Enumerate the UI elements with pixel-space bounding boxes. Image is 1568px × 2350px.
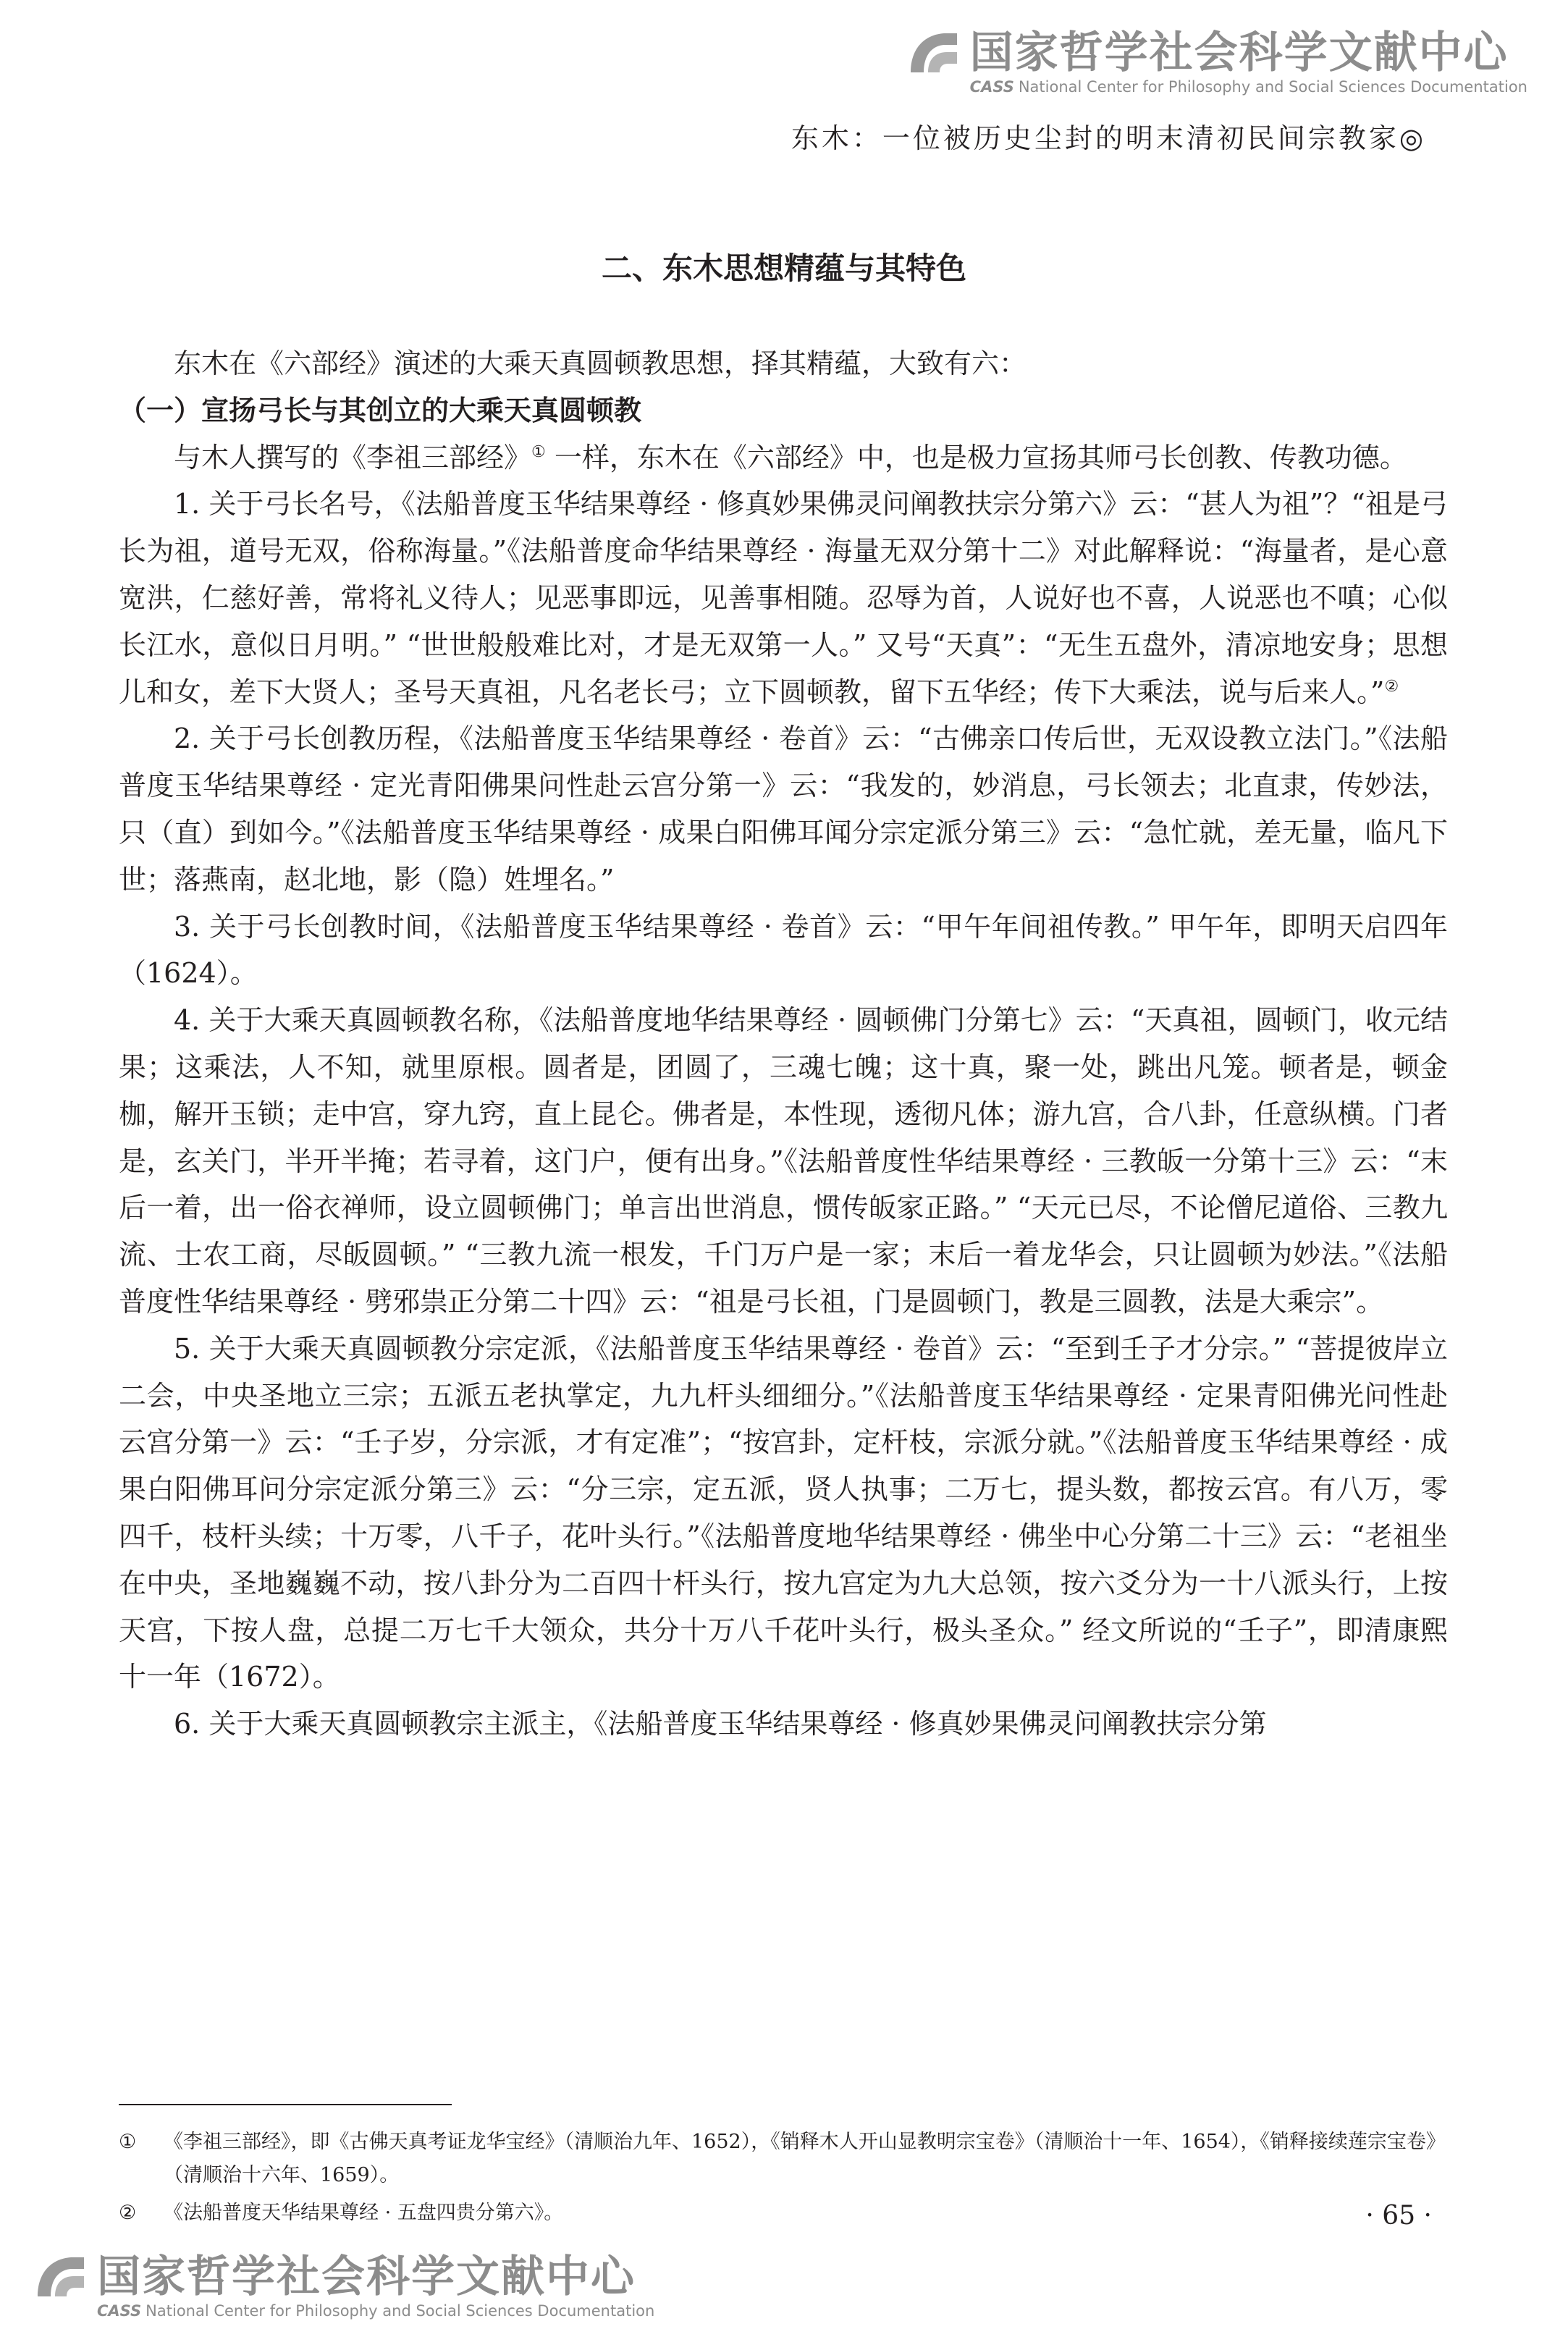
- footnote-text: 《李祖三部经》，即《古佛天真考证龙华宝经》（清顺治九年、1652），《销释木人开山显教明宗宝卷》（清顺治十一年、1654），《销释接续莲宗宝卷》（清顺治十六年、1659）。: [164, 2131, 1446, 2186]
- footnote-text: 《法船普度天华结果尊经 · 五盘四贵分第六》。: [164, 2202, 564, 2224]
- brand-name-cn: 国家哲学社会科学文献中心: [97, 2252, 636, 2302]
- footnote: [119, 2197, 1448, 2230]
- footnotes: [119, 2126, 1448, 2234]
- brand-logo-bottom: [33, 2252, 654, 2320]
- paragraph-text: 3. 关于弓长创教时间，《法船普度玉华结果尊经 · 卷首》云：“甲午年间祖传教。” 甲午年，即明天启四年（1624）。: [119, 910, 1448, 990]
- brand-name-en: [97, 2302, 654, 2320]
- footnote-mark: ②: [119, 2202, 137, 2224]
- paragraph-text: 5. 关于大乘天真圆顿教分宗定派，《法船普度玉华结果尊经 · 卷首》云：“至到壬子才分宗。” “菩提彼岸立二会，中央圣地立三宗；五派五老执掌定，九九杆头细细分。”《法船普度玉华结果尊经 · 定果青阳佛光问性赴云宫分第一》云：“壬子岁，分宗派，才有定准”；“按宫卦，定杆枝，宗派分就。”《法船普度玉华结果尊经 · 成果白阳佛耳问分宗定派分第三》云：“分三宗，定五派，贤人执事；二万七，提头数，都按云宫。有八万，零四千，枝杆头续；十万零，八千子，花叶头行。”《法船普度地华结果尊经 · 佛坐中心分第二十三》云：“老祖坐在中央，圣地巍巍不动，按八卦分为二百四十杆头行，按九宫定为九大总领，按六爻分为一十八派头行，上按天宫，下按人盘，总提二万七千大领众，共分十万八千花叶头行，极头圣众。” 经文所说的“壬子”，即清康熙十一年（1672）。: [119, 1332, 1448, 1693]
- paragraph: [119, 1326, 1448, 1701]
- paragraph-text: 2. 关于弓长创教历程，《法船普度玉华结果尊经 · 卷首》云：“古佛亲口传后世，无双设教立法门。”《法船普度玉华结果尊经 · 定光青阳佛果问性赴云宫分第一》云：“我发的，妙消息，弓长领去；北直隶，传妙法，只（直）到如今。”《法船普度玉华结果尊经 · 成果白阳佛耳闻分宗定派分第三》云：“急忙就，差无量，临凡下世；落燕南，赵北地，影（隐）姓埋名。”: [119, 723, 1448, 896]
- paragraph-text: 4. 关于大乘天真圆顿教名称，《法船普度地华结果尊经 · 圆顿佛门分第七》云：“天真祖，圆顿门，收元结果；这乘法，人不知，就里原根。圆者是，团圆了，三魂七魄；这十真，聚一处，跳出凡笼。顿者是，顿金枷，解开玉锁；走中宫，穿九窍，直上昆仑。佛者是，本性现，透彻凡体；游九宫，合八卦，任意纵横。门者是，玄关门，半开半掩；若寻着，这门户，便有出身。”《法船普度性华结果尊经 · 三教皈一分第十三》云：“末后一着，出一俗衣禅师，设立圆顿佛门；单言出世消息，惯传皈家正路。” “天元已尽，不论僧尼道俗、三教九流、士农工商，尽皈圆顿。” “三教九流一根发，千门万户是一家；末后一着龙华会，只让圆顿为妙法。”《法船普度性华结果尊经 · 劈邪祟正分第二十四》云：“祖是弓长祖，门是圆顿门，教是三圆教，法是大乘宗”。: [119, 1004, 1448, 1318]
- running-header: 东木：一位被历史尘封的明末清初民间宗教家◎: [791, 122, 1426, 154]
- footnote-ref[interactable]: ②: [1384, 677, 1399, 696]
- paragraph-text: （一）宣扬弓长与其创立的大乘天真圆顿教: [119, 394, 642, 426]
- paragraph-text: 东木在《六部经》演述的大乘天真圆顿教思想，择其精蕴，大致有六：: [174, 348, 1027, 379]
- cass-logo-icon: [906, 28, 964, 80]
- paragraph-text: 6. 关于大乘天真圆顿教宗主派主，《法船普度玉华结果尊经 · 修真妙果佛灵问阐教扶宗分第: [174, 1708, 1267, 1740]
- footnote-mark: ①: [119, 2131, 137, 2153]
- brand-abbr: CASS: [969, 78, 1014, 96]
- paragraph: [119, 715, 1448, 903]
- body-text: [119, 340, 1448, 1748]
- cass-logo-icon: [33, 2252, 91, 2304]
- paragraph: [119, 997, 1448, 1326]
- brand-name-en: [970, 78, 1527, 96]
- brand-name-en-text: National Center for Philosophy and Social Sciences Documentation: [146, 2302, 655, 2320]
- footnote-divider: [119, 2104, 452, 2105]
- subsection-heading: [119, 387, 1448, 434]
- paragraph: [119, 434, 1448, 481]
- paragraph: [119, 481, 1448, 715]
- paragraph-text: 1. 关于弓长名号，《法船普度玉华结果尊经 · 修真妙果佛灵问阐教扶宗分第六》云：“甚人为祖”？“祖是弓长为祖，道号无双，俗称海量。”《法船普度命华结果尊经 · 海量无双分第十二》对此解释说：“海量者，是心意宽洪，仁慈好善，常将礼义待人；见恶事即远，见善事相随。忍辱为首，人说好也不喜，人说恶也不嗔；心似长江水，意似日月明。” “世世般般难比对，才是无双第一人。” 又号“天真”：“无生五盘外，清凉地安身；思想儿和女，差下大贤人；圣号天真祖，凡名老长弓；立下圆顿教，留下五华经；传下大乘法，说与后来人。”: [119, 488, 1448, 708]
- paragraph-text: 一样，东木在《六部经》中，也是极力宣扬其师弓长创教、传教功德。: [545, 441, 1407, 473]
- brand-name-cn: 国家哲学社会科学文献中心: [969, 28, 1509, 78]
- footnote: [119, 2126, 1448, 2192]
- brand-abbr: CASS: [97, 2302, 142, 2320]
- footnote-ref[interactable]: ①: [531, 442, 546, 461]
- paragraph: [119, 904, 1448, 998]
- brand-logo-top: [906, 28, 1527, 96]
- page-number: · 65 ·: [1365, 2201, 1432, 2231]
- paragraph-text: 与木人撰写的《李祖三部经》: [174, 441, 532, 473]
- paragraph: [119, 1701, 1448, 1748]
- section-title: 二、东木思想精蕴与其特色: [601, 250, 966, 286]
- paragraph: [119, 340, 1448, 387]
- brand-name-en-text: National Center for Philosophy and Social Sciences Documentation: [1018, 78, 1527, 96]
